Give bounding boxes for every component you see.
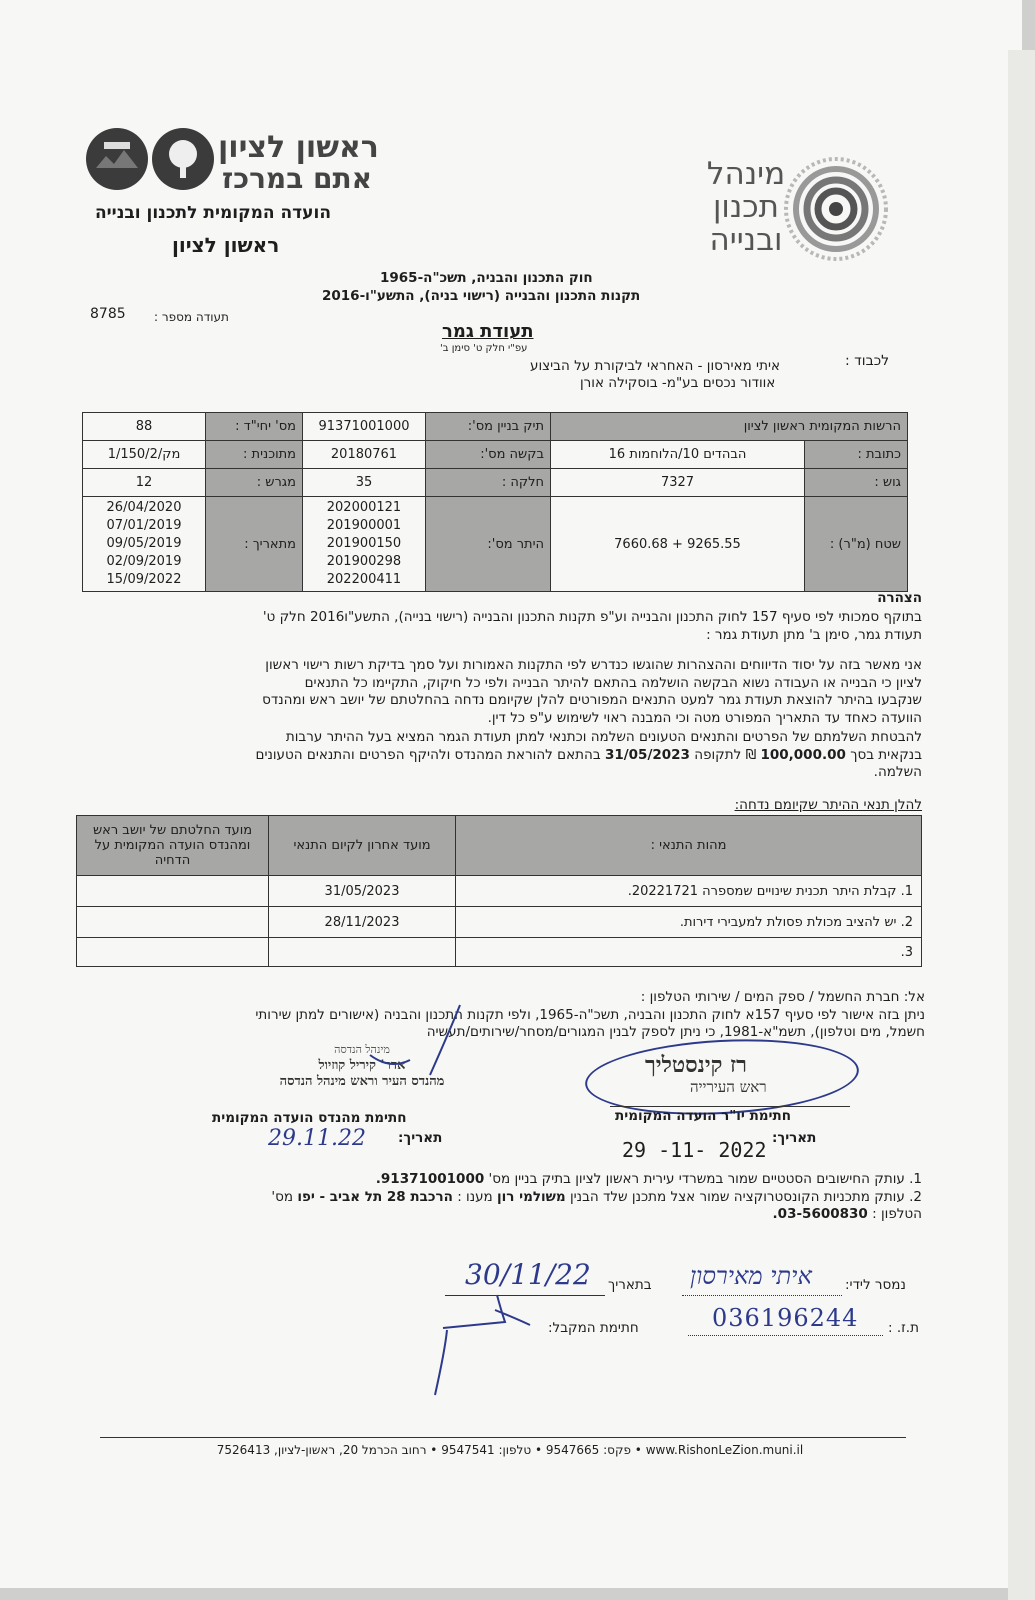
declaration-heading: הצהרה [877, 590, 922, 606]
permit-label: היתר מס': [426, 497, 551, 592]
block-value: 7327 [551, 469, 805, 497]
request-value: 20180761 [303, 441, 426, 469]
receiver-signature-label: חתימת המקבל: [548, 1320, 639, 1336]
mayor-signature-line [610, 1106, 850, 1107]
engineer-label: חתימת מהנדס הועדה המקומית [212, 1110, 407, 1126]
unit-label: מס' יחי"ד : [206, 413, 303, 441]
recipient-label: לכבוד : [845, 353, 890, 369]
law-line: חוק התכנון והבניה, תשכ"ה-1965 [380, 270, 593, 286]
col-deadline: מועד אחרון לקיום התנאי [269, 816, 456, 876]
block-label: גוש : [805, 469, 908, 497]
declaration-paragraph-2: אני מאשר בזה על יסוד הדיווחים וההצהרות שהוגשו כנדרש לפי התקנות האמורות ועל סמך בדיקת רשות רישוי ראשון לציון כי הבנייה או העבודה נשוא הבקשה הושלמה בהתאם להיתר הבנייה ולפי כל חיקוק, התקיימו כל התנאים שנקבעו בהיתר להוצאת תעודת גמר למעט התנאים המפורטים להלן שקיומם נדחה בהחלטתם של יושב ראש ומהנדס הוועדה כאחד עד התאריך המפורט מטה וכי המבנה ראוי לשימוש ע"פ כל דין. [262, 657, 922, 726]
delivery-date-handwriting: 30/11/22 [465, 1258, 591, 1291]
engineer-date: 29.11.22 [268, 1126, 366, 1151]
notes-section: 1. עותק החישובים הסטטיים שמור במשרדי עירית ראשון לציון בתיק בניין מס' 91371001000. 2. עותק מתכניות הקונסטרוקציה שמור אצל מתכנן שלד הבנין משולמי רון מענו : הרכבת 28 תל אביב - יפו מס' הטלפון : 03-5600830. [271, 1171, 922, 1222]
delivered-to-handwriting: איתי מאירסון [690, 1262, 812, 1290]
recipient-line2: אוודור נכסים בע"מ- בוסקילה אורן [580, 375, 776, 391]
footer-contact: www.RishonLeZion.muni.il • פקס: 9547665 • טלפון: 9547541 • רחוב הכרמל 20, ראשון-לציון, 7526413 [216, 1443, 804, 1457]
mayor-label: חתימת יו"ר הועדה המקומית [615, 1108, 792, 1124]
plan-value: מק/1/150/2 [83, 441, 206, 469]
city-emblem-icon [86, 128, 148, 190]
file-label: תיק בניין מס': [426, 413, 551, 441]
area-label: שטח (מ"ר) : [805, 497, 908, 592]
engineer-stamp: מינהל הנדסה אדר' קיריל קוזיול מהנדס העיר וראש מינהל הנדסה [279, 1043, 445, 1089]
declaration-paragraph-3: להבטחת השלמתם של הפרטים והתנאים הטעונים השלמה וכתנאי למתן תעודת הגמר המציא בעל ההיתר ערבות בנקאית בסך 100,000.00 ₪ לתקופה 31/05/2023 בהתאם להוראת המהנדס ולהיקף הפרטים והתנאים הטעונים השלמה. [255, 729, 922, 780]
conditions-table [76, 815, 922, 967]
lot-value: 12 [83, 469, 206, 497]
mayor-stamp-name: רז קינסטליך [645, 1052, 747, 1078]
property-info-table [82, 412, 908, 592]
mayor-stamp-title: ראש העירייה [690, 1078, 767, 1096]
certificate-number: 8785 [90, 306, 126, 322]
admin-logo-text: מינהל תכנון ובנייה [706, 156, 786, 258]
engineer-signature-icon [330, 1000, 480, 1084]
parcel-value: 35 [303, 469, 426, 497]
permit-numbers: 202000121 201900001 201900150 201900298 202200411 [303, 497, 426, 592]
mayor-date-stamp: 29 -11- 2022 [622, 1138, 767, 1162]
id-label: ת.ז. : [888, 1320, 919, 1336]
permit-dates: 26/04/2020 07/01/2019 09/05/2019 02/09/2019 15/09/2022 [83, 497, 206, 592]
declaration-paragraph-1: בתוקף סמכותי לפי סעיף 157 לחוק התכנון והבנייה וע"פ תקנות התכנון והבנייה (רישוי בנייה), התשע"ו2016 חלק ט' תעודת גמר, סימן ב' מתן תעודת גמר : [262, 609, 922, 643]
tree-logo-icon [152, 128, 214, 190]
parcel-label: חלקה : [426, 469, 551, 497]
certificate-title: תעודת גמר [442, 321, 534, 342]
underlying-page [1008, 50, 1035, 1600]
receiver-signature-icon [405, 1290, 545, 1404]
area-value: 7660.68 + 9265.55 [551, 497, 805, 592]
date-label: מתאריך : [206, 497, 303, 592]
id-handwriting: 036196244 [712, 1304, 859, 1332]
conditions-intro: להלן תנאי ההיתר שקיומם נדחה: [734, 797, 922, 813]
col-nature: מהות התנאי : [456, 816, 922, 876]
request-label: בקשה מס': [426, 441, 551, 469]
footer-divider [100, 1437, 906, 1438]
city-name: ראשון לציון [172, 233, 280, 257]
table-row: 1. קבלת היתר תכנית שינויים שמספרה 20221721. 31/05/2023 [77, 876, 922, 907]
plan-label: מתוכנית : [206, 441, 303, 469]
city-logo-line1: ראשון לציון [218, 130, 379, 165]
table-row: 2. יש להציב מכולת פסולת למעבירי דירות. 28/11/2023 [77, 907, 922, 938]
city-logo-line2: אתם במרכז [222, 162, 373, 195]
lot-label: מגרש : [206, 469, 303, 497]
delivered-to-label: נמסר לידי: [845, 1277, 906, 1293]
delivered-to-line [682, 1295, 842, 1296]
col-decision: מועד החלטתם של יושב ראש ומהנדס הועדה המקומית על הדחיה [77, 816, 269, 876]
committee-name: הועדה המקומית לתכנון ובנייה [95, 203, 332, 223]
address-label: כתובת : [805, 441, 908, 469]
address-value: הבהדים 10/הלוחמות 16 [551, 441, 805, 469]
unit-value: 88 [83, 413, 206, 441]
recipient-line1: איתי מאירסון - האחראי לביקורת על הביצוע [530, 358, 780, 374]
certificate-number-label: תעודה מספר : [154, 310, 229, 324]
mayor-date-label: תאריך: [772, 1130, 817, 1146]
engineer-date-label: תאריך: [398, 1130, 443, 1146]
certificate-subtitle: עפ"י חלק ט' סימן ב' [440, 343, 528, 354]
id-line [688, 1335, 883, 1336]
regulation-line: תקנות התכנון והבנייה (רישוי בניה), התשע"ו-2016 [322, 288, 641, 304]
table-row: 3. [77, 938, 922, 967]
delivery-date-label: בתאריך [608, 1277, 652, 1293]
file-value: 91371001000 [303, 413, 426, 441]
utilities-section: אל: חברת החשמל / ספק המים / שירותי הטלפון : ניתן בזה אישור לפי סעיף 157א לחוק התכנון והבניה, תשכ"ה-1965, ולפי תקנות התכנון והבניה (אישורים למתן שירותי חשמל, מים וטלפון), תשמ"א-1981, כי ניתן לספק לבנין המגורים/מסחר/שירותים/תעשיה [255, 989, 925, 1040]
authority-cell: הרשות המקומית ראשון לציון [551, 413, 908, 441]
spiral-logo-icon [782, 155, 890, 267]
